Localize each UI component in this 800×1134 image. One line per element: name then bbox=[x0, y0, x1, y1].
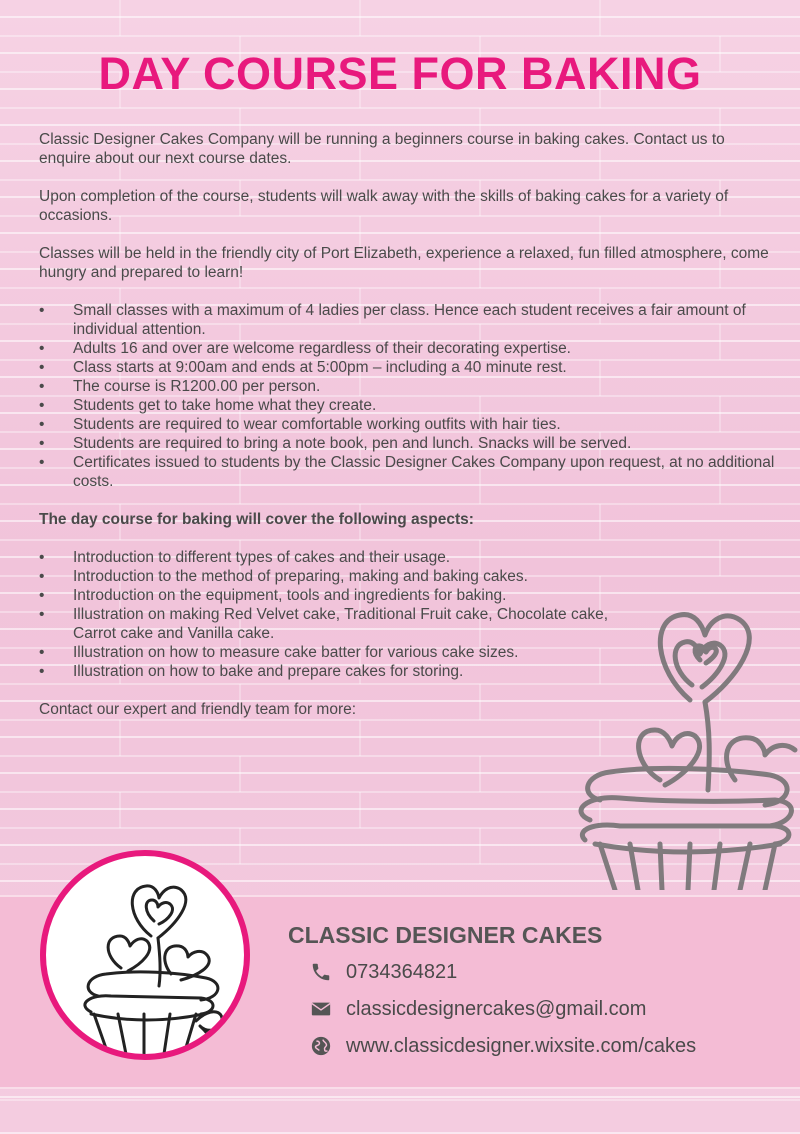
bullet: • bbox=[39, 663, 45, 680]
bullet: • bbox=[39, 359, 45, 376]
bullet: • bbox=[39, 549, 45, 566]
email-contact bbox=[310, 995, 646, 1023]
bullet: • bbox=[39, 606, 45, 623]
company-name: CLASSIC DESIGNER CAKES bbox=[288, 922, 603, 948]
intro-paragraph-3: Classes will be held in the friendly city of Port Elizabeth, experience a relaxed, fun filled atmosphere, come hungry and prepared to learn! bbox=[39, 245, 769, 281]
globe-icon bbox=[310, 1035, 332, 1057]
closing-text: Contact our expert and friendly team for more: bbox=[39, 701, 357, 718]
bullet: • bbox=[39, 397, 45, 414]
list-item: • Class starts at 9:00am and ends at 5:00pm – including a 40 minute rest. bbox=[39, 359, 567, 376]
website-contact bbox=[310, 1032, 696, 1060]
course-content bbox=[39, 130, 779, 738]
page-title: DAY COURSE FOR BAKING bbox=[98, 48, 702, 99]
list-item: • The course is R1200.00 per person. bbox=[39, 378, 321, 395]
bullet: • bbox=[39, 435, 45, 452]
aspects-list bbox=[39, 548, 779, 681]
intro-paragraph-2: Upon completion of the course, students will walk away with the skills of baking cakes for a variety of occasions. bbox=[39, 188, 729, 224]
list-item: • Illustration on how to bake and prepare cakes for storing. bbox=[39, 663, 464, 680]
bullet: • bbox=[39, 302, 45, 319]
bullet: • bbox=[39, 644, 45, 661]
aspects-heading: The day course for baking will cover the following aspects: bbox=[39, 511, 474, 528]
list-item: • Introduction to different types of cakes and their usage. bbox=[39, 549, 451, 566]
bullet: • bbox=[39, 587, 45, 604]
list-item: • Introduction to the method of preparing, making and baking cakes. bbox=[39, 568, 528, 585]
list-item: • Students get to take home what they create. bbox=[39, 397, 377, 414]
email-icon bbox=[310, 998, 332, 1020]
website-link[interactable]: www.classicdesigner.wixsite.com/cakes bbox=[346, 1034, 697, 1057]
phone-contact bbox=[310, 958, 457, 986]
intro-paragraph-1: Classic Designer Cakes Company will be running a beginners course in baking cakes. Contact us to enquire about our next course dates. bbox=[39, 131, 725, 167]
bullet: • bbox=[39, 340, 45, 357]
list-item: • Students are required to wear comfortable working outfits with hair ties. bbox=[39, 416, 561, 433]
list-item: • Students are required to bring a note book, pen and lunch. Snacks will be served. bbox=[39, 435, 632, 452]
list-item: • Certificates issued to students by the Classic Designer Cakes Company upon request, at no additional costs. bbox=[39, 454, 775, 490]
bullet: • bbox=[39, 416, 45, 433]
email-address[interactable]: classicdesignercakes@gmail.com bbox=[346, 997, 647, 1020]
bullet: • bbox=[39, 378, 45, 395]
phone-icon bbox=[310, 961, 332, 983]
list-item: • Adults 16 and over are welcome regardless of their decorating expertise. bbox=[39, 340, 571, 357]
company-logo bbox=[40, 850, 250, 1060]
cupcake-logo-icon bbox=[46, 856, 244, 1054]
list-item: • Introduction on the equipment, tools and ingredients for baking. bbox=[39, 587, 507, 604]
phone-number[interactable]: 0734364821 bbox=[346, 960, 458, 983]
course-details-list bbox=[39, 301, 779, 491]
bullet: • bbox=[39, 568, 45, 585]
list-item: • Small classes with a maximum of 4 ladies per class. Hence each student receives a fair amount of individual attention. bbox=[39, 302, 746, 338]
list-item: • Illustration on how to measure cake batter for various cake sizes. bbox=[39, 644, 519, 661]
list-item: • Illustration on making Red Velvet cake, Traditional Fruit cake, Chocolate cake, Carrot cake and Vanilla cake. bbox=[39, 606, 609, 642]
bullet: • bbox=[39, 454, 45, 471]
